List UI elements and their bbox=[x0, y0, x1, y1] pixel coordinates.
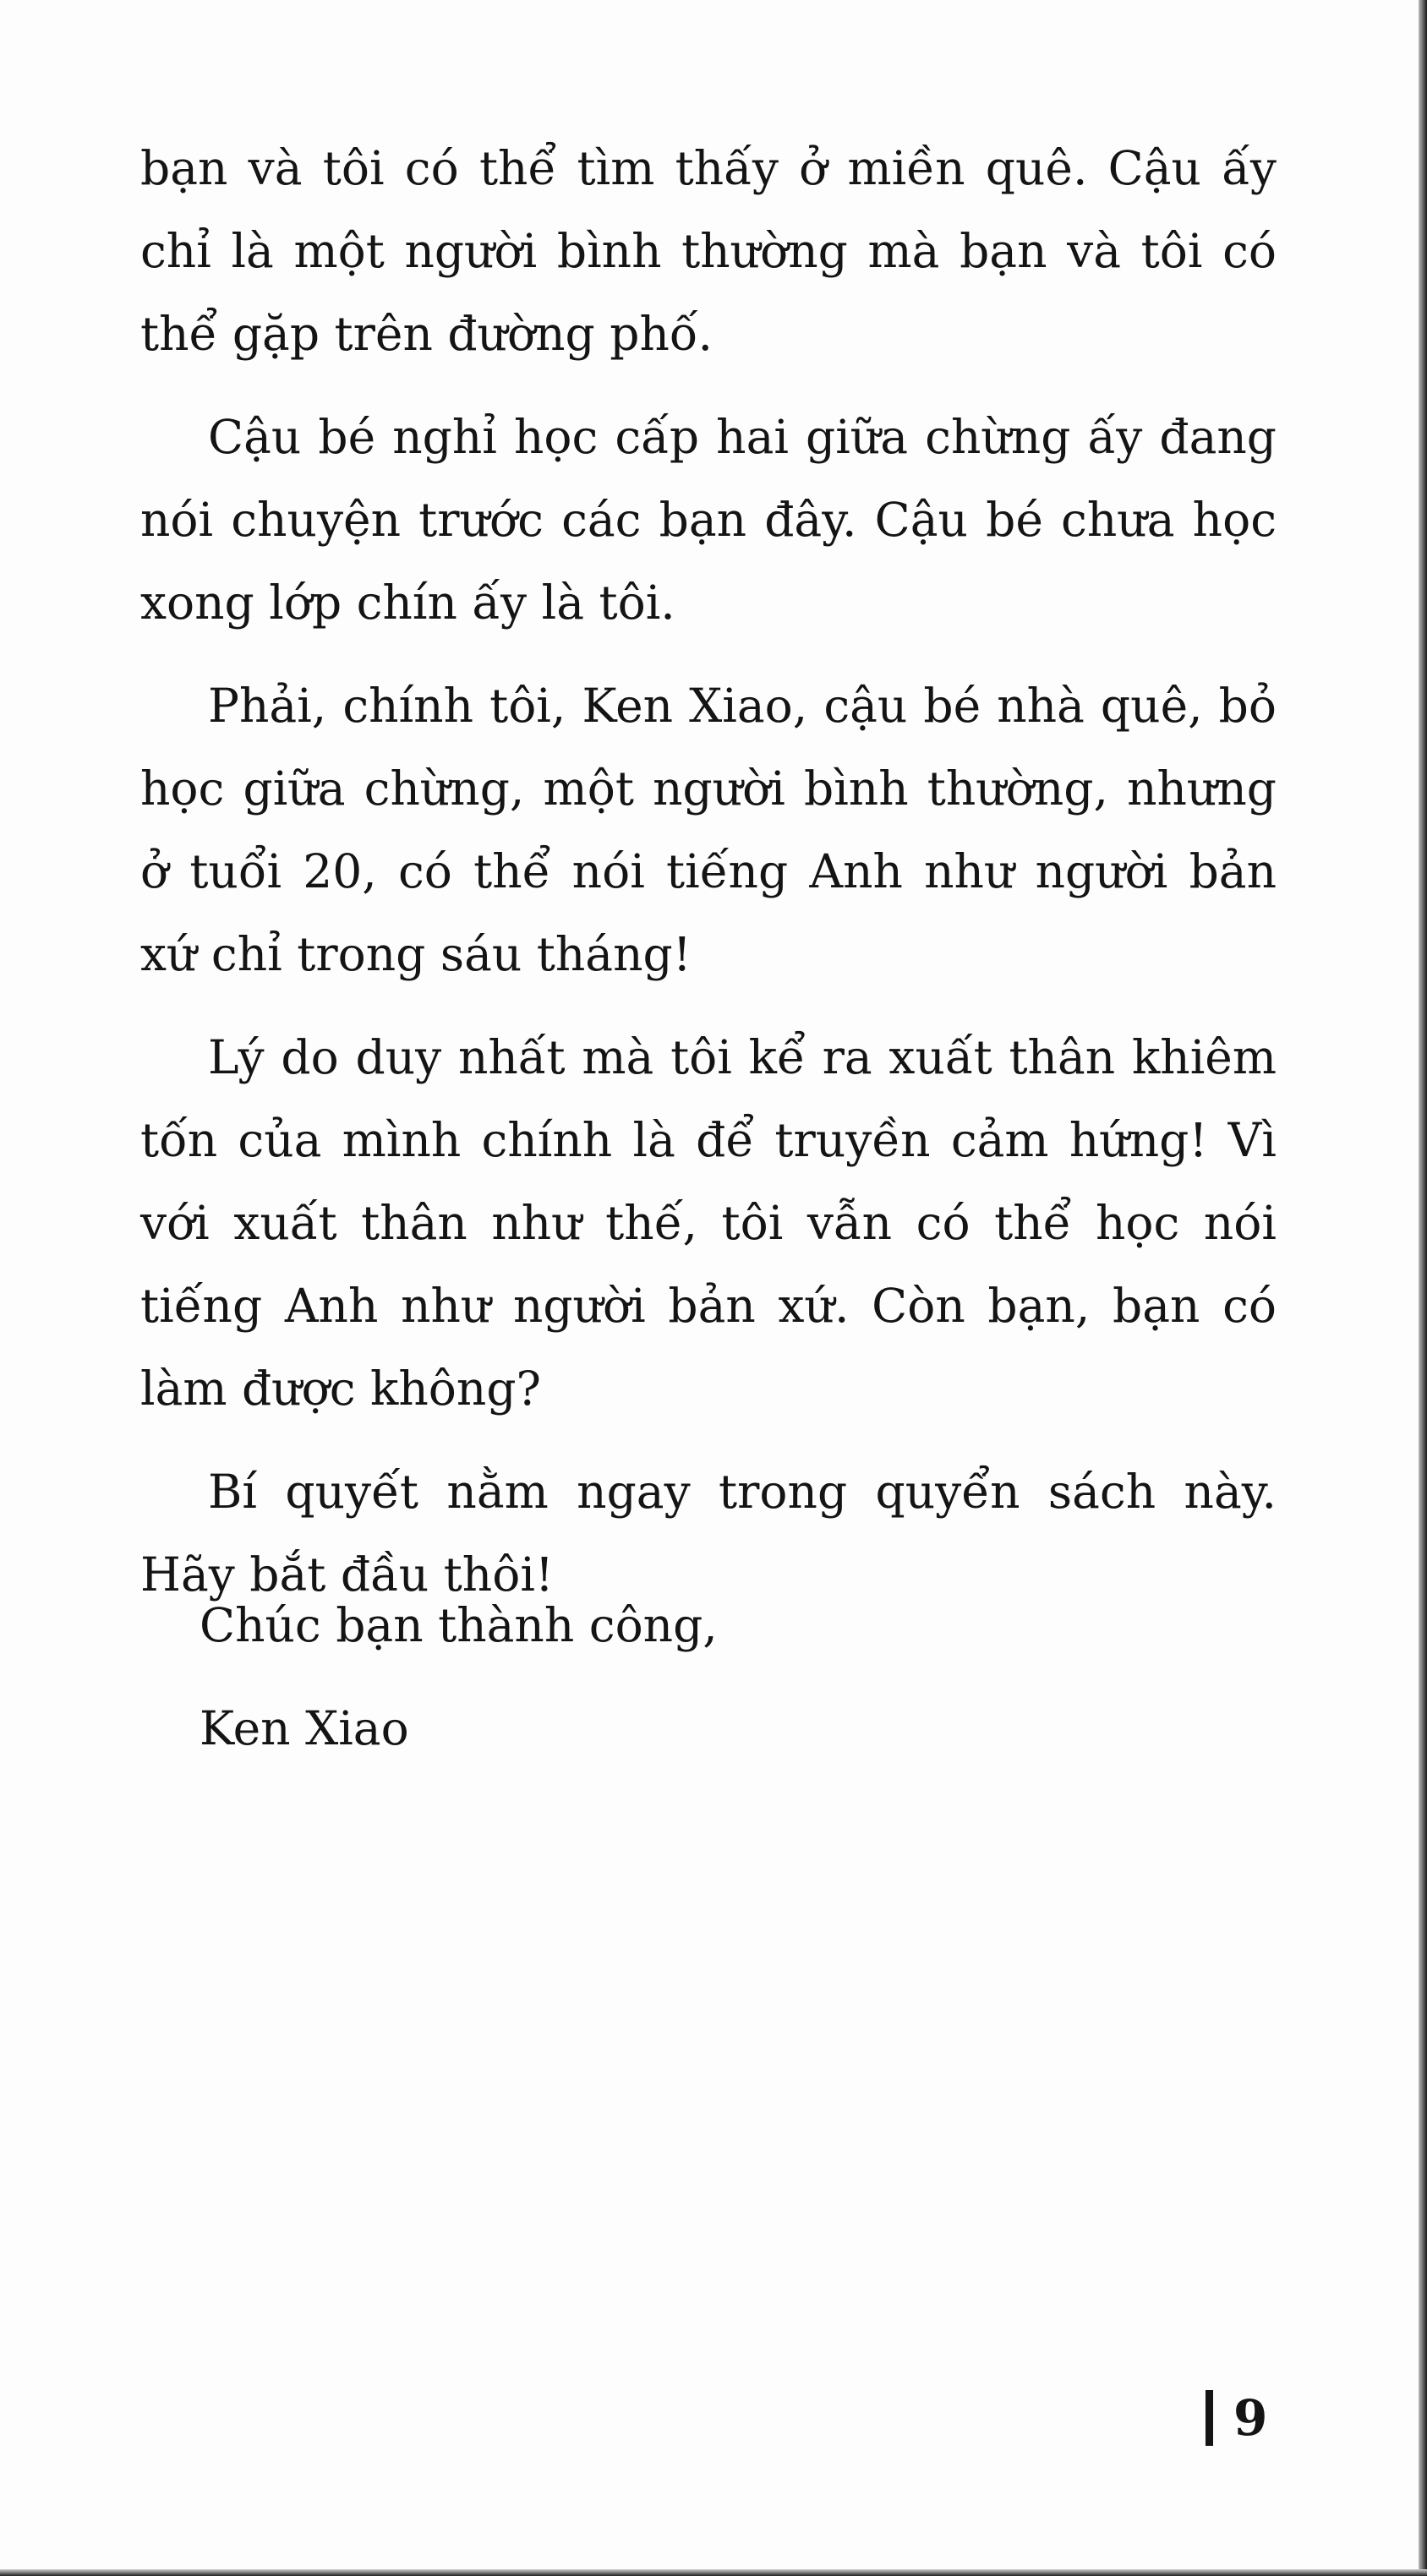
paragraph-1: bạn và tôi có thể tìm thấy ở miền quê. Cậu ấy chỉ là một người bình thường mà bạn và tôi có thể gặp trên đường phố. bbox=[140, 141, 1277, 361]
paragraph-3: Phải, chính tôi, Ken Xiao, cậu bé nhà quê, bỏ học giữa chừng, một người bình thường, nhưng ở tuổi 20, có thể nói tiếng Anh như người bản xứ chỉ trong sáu tháng! bbox=[140, 679, 1277, 981]
scan-edge-right bbox=[1419, 0, 1427, 2576]
author-signature: Ken Xiao bbox=[200, 1701, 409, 1755]
page-number-divider bbox=[1206, 2390, 1213, 2446]
paragraph-4: Lý do duy nhất mà tôi kể ra xuất thân khiêm tốn của mình chính là để truyền cảm hứng! Vì với xuất thân như thế, tôi vẫn có thể học nói tiếng Anh như người bản xứ. Còn bạn, bạn có làm được không? bbox=[140, 1030, 1277, 1416]
scan-edge-bottom bbox=[0, 2569, 1427, 2576]
closing-greeting: Chúc bạn thành công, bbox=[200, 1598, 718, 1652]
page-number bbox=[1206, 2388, 1267, 2448]
paragraph-5: Bí quyết nằm ngay trong quyển sách này. Hãy bắt đầu thôi! bbox=[140, 1465, 1277, 1602]
page-number-value: 9 bbox=[1233, 2389, 1268, 2447]
paragraph-2: Cậu bé nghỉ học cấp hai giữa chừng ấy đang nói chuyện trước các bạn đây. Cậu bé chưa học xong lớp chín ấy là tôi. bbox=[140, 410, 1277, 630]
body-text bbox=[140, 127, 1277, 1636]
